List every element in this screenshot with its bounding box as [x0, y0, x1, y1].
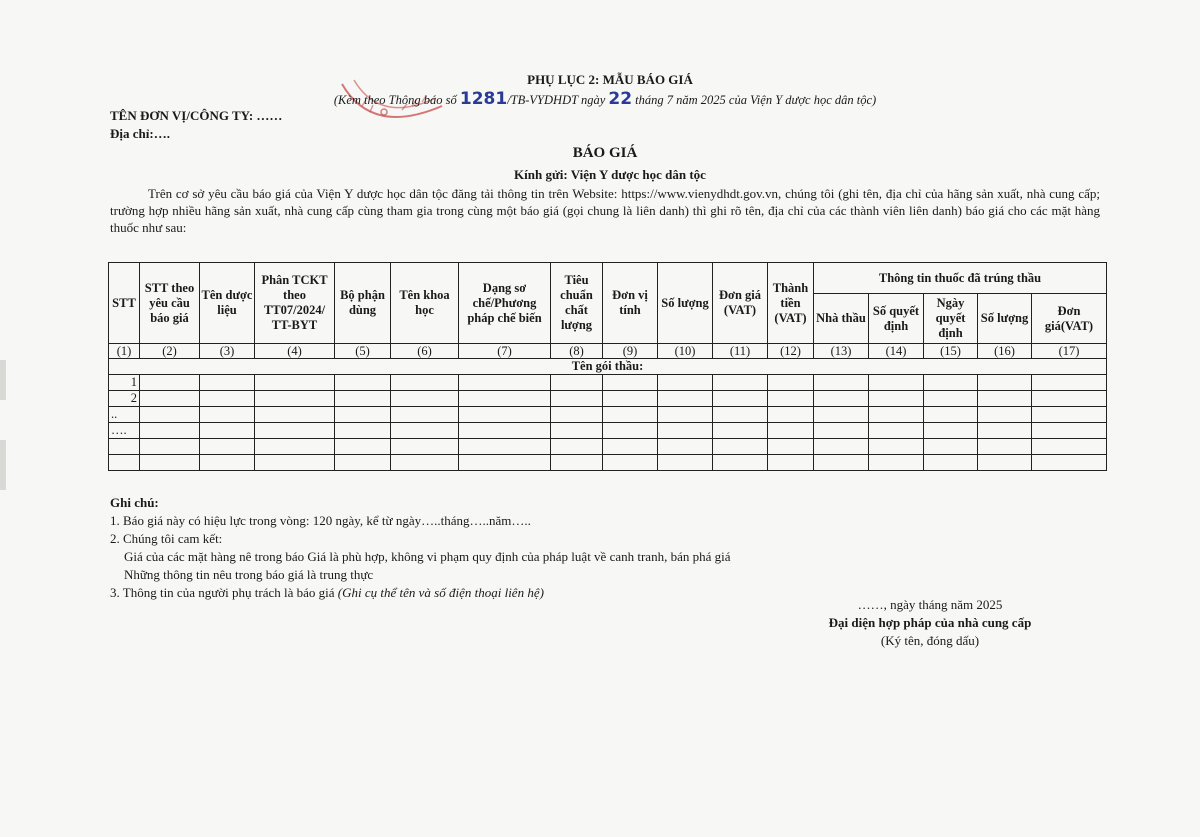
- column-number: (15): [924, 344, 978, 359]
- greeting: Kính gửi: Viện Y dược học dân tộc: [514, 167, 706, 182]
- col-part: Bộ phận dùng: [335, 263, 391, 344]
- column-number: (8): [551, 344, 603, 359]
- table-cell[interactable]: [603, 375, 658, 391]
- table-cell[interactable]: [658, 439, 713, 455]
- column-number: (11): [713, 344, 768, 359]
- table-cell[interactable]: [140, 455, 200, 471]
- table-row: [109, 391, 1107, 407]
- table-cell[interactable]: [713, 455, 768, 471]
- note-validity: 1. Báo giá này có hiệu lực trong vòng: 120 ngày, kể từ ngày…..tháng…..năm…..: [110, 513, 531, 528]
- table-cell[interactable]: [1032, 423, 1107, 439]
- table-cell[interactable]: [924, 407, 978, 423]
- col-decision-number: Số quyết định: [869, 294, 924, 344]
- col-scientific-name: Tên khoa học: [391, 263, 459, 344]
- col-processing-form: Dạng sơ chế/Phương pháp chế biến: [459, 263, 551, 344]
- table-cell[interactable]: [814, 407, 869, 423]
- table-cell[interactable]: [1032, 439, 1107, 455]
- col-stt-request: STT theo yêu cầu báo giá: [140, 263, 200, 344]
- package-name-label: Tên gói thầu:: [109, 359, 1107, 375]
- appendix-title: PHỤ LỤC 2: MẪU BÁO GIÁ: [527, 72, 693, 87]
- column-number: (5): [335, 344, 391, 359]
- table-cell[interactable]: [459, 407, 551, 423]
- table-cell[interactable]: [391, 439, 459, 455]
- note-commitment-truth: Những thông tin nêu trong báo giá là trung thực: [124, 567, 374, 582]
- table-cell[interactable]: [978, 375, 1032, 391]
- table-cell[interactable]: [924, 439, 978, 455]
- table-cell[interactable]: [391, 391, 459, 407]
- column-number: (1): [109, 344, 140, 359]
- notes-section: [110, 494, 731, 602]
- row-stt: 2: [109, 391, 140, 407]
- table-cell[interactable]: [335, 375, 391, 391]
- column-number: (17): [1032, 344, 1107, 359]
- row-stt: ..: [109, 407, 140, 423]
- table-cell[interactable]: [1032, 455, 1107, 471]
- column-number: (3): [200, 344, 255, 359]
- row-stt: [109, 439, 140, 455]
- column-number: (10): [658, 344, 713, 359]
- col-quality-standard: Tiêu chuẩn chất lượng: [551, 263, 603, 344]
- column-number: (9): [603, 344, 658, 359]
- table-cell[interactable]: [869, 407, 924, 423]
- col-group: Phân TCKT theo TT07/2024/ TT-BYT: [255, 263, 335, 344]
- table-cell[interactable]: [200, 423, 255, 439]
- table-cell[interactable]: [814, 423, 869, 439]
- table-cell[interactable]: [978, 455, 1032, 471]
- signature-date: ……, ngày tháng năm 2025: [857, 597, 1003, 612]
- table-cell[interactable]: [978, 407, 1032, 423]
- table-cell[interactable]: [140, 375, 200, 391]
- table-cell[interactable]: [658, 375, 713, 391]
- header-row-1: [109, 263, 1107, 294]
- table-cell[interactable]: [768, 375, 814, 391]
- table-row: [109, 407, 1107, 423]
- table-cell[interactable]: [924, 391, 978, 407]
- table-row: [109, 439, 1107, 455]
- table-cell[interactable]: [658, 423, 713, 439]
- note-commitment: 2. Chúng tôi cam kết:: [110, 531, 223, 546]
- table-cell[interactable]: [814, 455, 869, 471]
- table-cell[interactable]: [713, 423, 768, 439]
- table-cell[interactable]: [551, 375, 603, 391]
- table-cell[interactable]: [603, 407, 658, 423]
- table-cell[interactable]: [869, 439, 924, 455]
- row-stt: ….: [109, 423, 140, 439]
- table-cell[interactable]: [391, 455, 459, 471]
- table-cell[interactable]: [200, 439, 255, 455]
- table-cell[interactable]: [255, 407, 335, 423]
- column-number: (12): [768, 344, 814, 359]
- row-stt: 1: [109, 375, 140, 391]
- table-cell[interactable]: [814, 391, 869, 407]
- col-decision-date: Ngày quyết định: [924, 294, 978, 344]
- table-cell[interactable]: [391, 407, 459, 423]
- table-cell[interactable]: [713, 407, 768, 423]
- table-cell[interactable]: [459, 439, 551, 455]
- col-amount: Thành tiền (VAT): [768, 263, 814, 344]
- company-name-label: TÊN ĐƠN VỊ/CÔNG TY: ……: [110, 108, 283, 123]
- table-cell[interactable]: [713, 375, 768, 391]
- subtitle-suffix: tháng 7 năm 2025 của Viện Y dược học dân tộc): [632, 93, 877, 107]
- document-title: BÁO GIÁ: [572, 145, 638, 161]
- table-cell[interactable]: [255, 439, 335, 455]
- column-number: (7): [459, 344, 551, 359]
- table-cell[interactable]: [335, 423, 391, 439]
- column-number-row: [109, 344, 1107, 359]
- note-contact-text: 3. Thông tin của người phụ trách là báo giá: [110, 585, 338, 600]
- package-name-row: [109, 359, 1107, 375]
- table-row: [109, 375, 1107, 391]
- table-cell[interactable]: [814, 439, 869, 455]
- table-cell[interactable]: [1032, 407, 1107, 423]
- table-cell[interactable]: [869, 391, 924, 407]
- table-cell[interactable]: [255, 391, 335, 407]
- table-cell[interactable]: [335, 455, 391, 471]
- table-cell[interactable]: [200, 391, 255, 407]
- table-cell[interactable]: [1032, 375, 1107, 391]
- table-cell[interactable]: [335, 407, 391, 423]
- column-number: (2): [140, 344, 200, 359]
- table-cell[interactable]: [200, 455, 255, 471]
- table-row: [109, 455, 1107, 471]
- table-cell[interactable]: [551, 407, 603, 423]
- scan-mark: [0, 440, 6, 490]
- table-cell[interactable]: [551, 455, 603, 471]
- col-winning-info-group: Thông tin thuốc đã trúng thầu: [814, 263, 1107, 294]
- column-number: (4): [255, 344, 335, 359]
- col-contractor: Nhà thầu: [814, 294, 869, 344]
- intro-paragraph: Trên cơ sở yêu cầu báo giá của Viện Y dược học dân tộc đăng tải thông tin trên Website: https://www.vienydhdt.gov.vn, chúng tôi (ghi tên, địa chỉ của hãng sản xuất, nhà cung cấp; trường hợp nhiều hãng sản xuất, nhà cung cấp cùng tham gia trong cùng một báo giá (gọi chung là liên danh) thì ghi rõ tên, địa chỉ của các thành viên liên danh) báo giá cho các mặt hàng thuốc như sau:: [110, 186, 1100, 235]
- table-cell[interactable]: [603, 391, 658, 407]
- table-cell[interactable]: [551, 391, 603, 407]
- col-name: Tên dược liệu: [200, 263, 255, 344]
- table-cell[interactable]: [978, 439, 1032, 455]
- col-won-quantity: Số lượng: [978, 294, 1032, 344]
- row-stt: [109, 455, 140, 471]
- table-cell[interactable]: [140, 391, 200, 407]
- table-cell[interactable]: [335, 439, 391, 455]
- table-cell[interactable]: [658, 391, 713, 407]
- column-number: (6): [391, 344, 459, 359]
- table-cell[interactable]: [140, 439, 200, 455]
- subtitle-prefix: (Kèm theo Thông báo số: [333, 93, 460, 107]
- table-cell[interactable]: [603, 455, 658, 471]
- signature-instruction: (Ký tên, đóng dấu): [880, 633, 980, 648]
- table-cell[interactable]: [768, 423, 814, 439]
- table-cell[interactable]: [869, 423, 924, 439]
- handwritten-notice-number: 1281: [459, 89, 508, 109]
- col-quantity: Số lượng: [658, 263, 713, 344]
- table-cell[interactable]: [603, 423, 658, 439]
- col-stt: STT: [109, 263, 140, 344]
- table-cell[interactable]: [459, 391, 551, 407]
- note-contact: [110, 584, 731, 602]
- col-unit-price: Đơn giá (VAT): [713, 263, 768, 344]
- table-cell[interactable]: [459, 455, 551, 471]
- table-cell[interactable]: [658, 455, 713, 471]
- table-cell[interactable]: [768, 439, 814, 455]
- table-cell[interactable]: [255, 375, 335, 391]
- table-cell[interactable]: [603, 439, 658, 455]
- scan-mark: [0, 360, 6, 400]
- table-cell[interactable]: [391, 423, 459, 439]
- note-contact-instruction: (Ghi cụ thể tên và số điện thoại liên hệ): [337, 585, 544, 600]
- note-commitment-price: Giá của các mặt hàng nê trong báo Giá là phù hợp, không vi phạm quy định của pháp luật về canh tranh, bán phá giá: [124, 549, 731, 564]
- signature-block: [800, 596, 1060, 650]
- table-cell[interactable]: [1032, 391, 1107, 407]
- table-cell[interactable]: [255, 455, 335, 471]
- table-cell[interactable]: [978, 391, 1032, 407]
- table-row: [109, 423, 1107, 439]
- appendix-subtitle: [0, 89, 1200, 109]
- column-number: (14): [869, 344, 924, 359]
- col-unit: Đơn vị tính: [603, 263, 658, 344]
- table-cell[interactable]: [768, 391, 814, 407]
- table-cell[interactable]: [814, 375, 869, 391]
- quotation-table: [108, 262, 1107, 471]
- col-won-price: Đơn giá(VAT): [1032, 294, 1107, 344]
- table-cell[interactable]: [255, 423, 335, 439]
- table-cell[interactable]: [391, 375, 459, 391]
- column-number: (16): [978, 344, 1032, 359]
- table-cell[interactable]: [459, 375, 551, 391]
- table-cell[interactable]: [869, 455, 924, 471]
- table-cell[interactable]: [200, 375, 255, 391]
- table-cell[interactable]: [924, 375, 978, 391]
- table-cell[interactable]: [200, 407, 255, 423]
- table-cell[interactable]: [768, 407, 814, 423]
- table-cell[interactable]: [459, 423, 551, 439]
- handwritten-day: 22: [608, 89, 633, 109]
- notes-heading: Ghi chú:: [110, 495, 159, 510]
- subtitle-middle: /TB-VYDHDT ngày: [507, 93, 609, 107]
- table-cell[interactable]: [335, 391, 391, 407]
- table-cell[interactable]: [551, 423, 603, 439]
- table-cell[interactable]: [713, 439, 768, 455]
- table-cell[interactable]: [924, 455, 978, 471]
- table-cell[interactable]: [924, 423, 978, 439]
- table-cell[interactable]: [768, 455, 814, 471]
- table-cell[interactable]: [869, 375, 924, 391]
- table-cell[interactable]: [978, 423, 1032, 439]
- table-cell[interactable]: [140, 407, 200, 423]
- signature-role: Đại diện hợp pháp của nhà cung cấp: [828, 615, 1032, 630]
- company-address-label: Địa chỉ:….: [110, 126, 170, 141]
- column-number: (13): [814, 344, 869, 359]
- table-cell[interactable]: [658, 407, 713, 423]
- table-cell[interactable]: [713, 391, 768, 407]
- table-cell[interactable]: [551, 439, 603, 455]
- table-cell[interactable]: [140, 423, 200, 439]
